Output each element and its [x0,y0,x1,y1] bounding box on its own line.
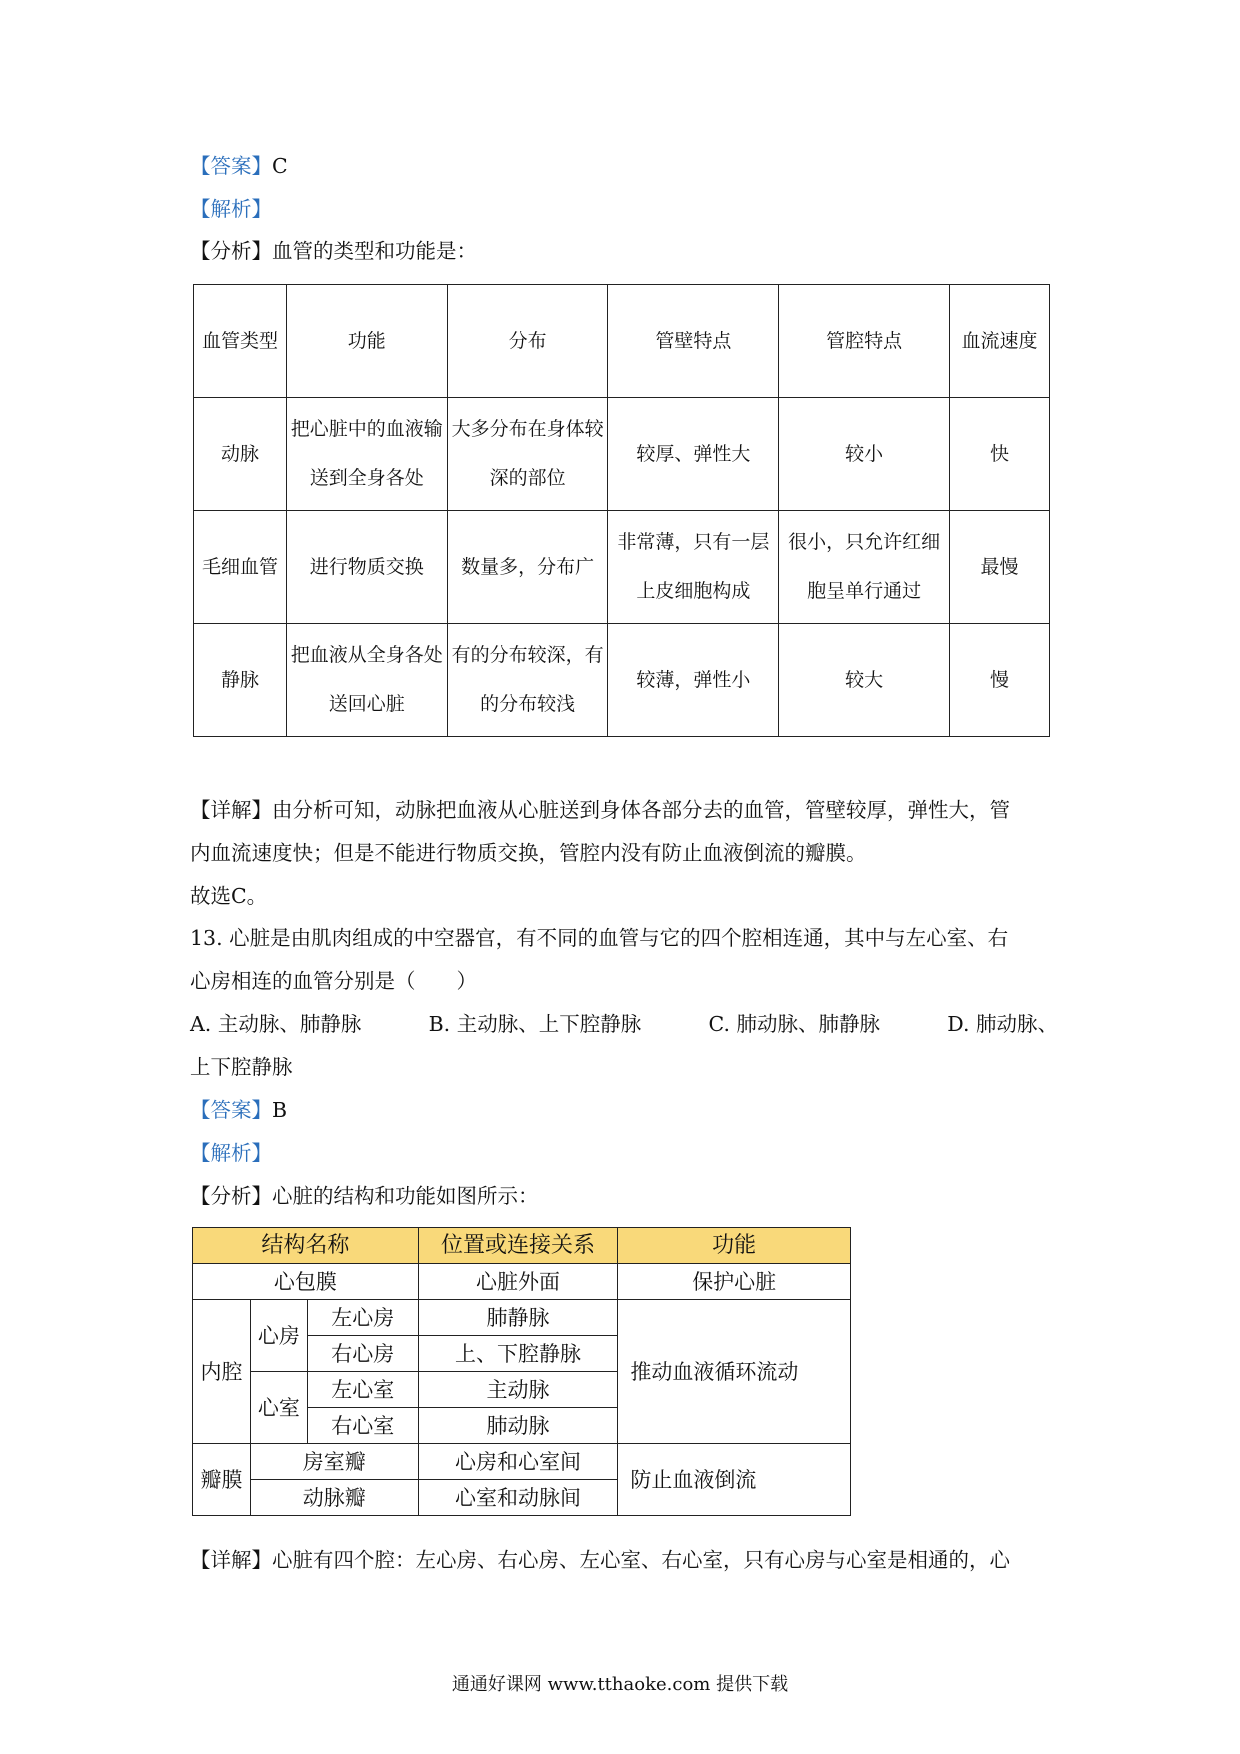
table-cell: 心包膜 [193,1264,419,1300]
fenxi-text: 心脏的结构和功能如图所示： [272,1184,539,1208]
answer-value: C [272,154,288,178]
table-cell: 把血液从全身各处送回心脏 [286,624,447,737]
table-cell: 毛细血管 [194,511,287,624]
detail-tag: 【详解】 [190,798,272,822]
table-header: 功能 [618,1228,851,1264]
answer-tag: 【答案】 [190,1098,272,1122]
table-header: 结构名称 [193,1228,419,1264]
table-row [193,1228,851,1264]
table-cell: 把心脏中的血液输送到全身各处 [286,398,447,511]
table-header: 管腔特点 [779,285,950,398]
table-cell: 静脉 [194,624,287,737]
table-header: 分布 [447,285,608,398]
table-cell: 较小 [779,398,950,511]
q13-answer-line [190,1098,287,1122]
q12-conclusion: 故选C。 [190,884,268,908]
table-cell: 非常薄，只有一层上皮细胞构成 [608,511,779,624]
heart-structure-table [192,1227,851,1516]
table-cell: 左心室 [307,1372,418,1408]
answer-tag: 【答案】 [190,154,272,178]
option-c: C. 肺动脉、肺静脉 [708,1012,880,1036]
table-cell: 动脉瓣 [250,1480,418,1516]
table-cell: 肺静脉 [418,1300,618,1336]
table-cell: 有的分布较深，有的分布较浅 [447,624,608,737]
q12-answer-line [190,154,288,178]
table-row [194,285,1050,398]
table-cell: 心室和动脉间 [418,1480,618,1516]
analysis-tag: 【解析】 [190,1141,272,1165]
q12-analysis-line [190,197,272,221]
table-cell: 较厚、弹性大 [608,398,779,511]
q12-fenxi-line [190,239,477,263]
q12-detail-line2: 内血流速度快；但是不能进行物质交换，管腔内没有防止血液倒流的瓣膜。 [190,841,867,865]
detail-text: 由分析可知，动脉把血液从心脏送到身体各部分去的血管，管壁较厚，弹性大，管 [272,798,1010,822]
q13-fenxi-line [190,1184,539,1208]
detail-text: 心脏有四个腔：左心房、右心房、左心室、右心室，只有心房与心室是相通的，心 [272,1548,1010,1572]
table-header: 管壁特点 [608,285,779,398]
table-cell: 较大 [779,624,950,737]
table-row [194,511,1050,624]
table-cell: 很小，只允许红细胞呈单行通过 [779,511,950,624]
detail-tag: 【详解】 [190,1548,272,1572]
valve-label: 瓣膜 [193,1444,251,1516]
table-header: 功能 [286,285,447,398]
vessel-table [193,284,1050,737]
q13-detail-line1 [190,1548,1010,1572]
table-cell: 快 [950,398,1050,511]
table-header: 位置或连接关系 [418,1228,618,1264]
fenxi-text: 血管的类型和功能是： [272,239,477,263]
table-header: 血流速度 [950,285,1050,398]
table-header: 血管类型 [194,285,287,398]
q13-stem-line2: 心房相连的血管分别是（ ） [190,969,477,993]
table-cell: 保护心脏 [618,1264,851,1300]
table-cell: 最慢 [950,511,1050,624]
fenxi-tag: 【分析】 [190,1184,272,1208]
table-cell: 慢 [950,624,1050,737]
table-cell: 右心房 [307,1336,418,1372]
table-cell: 动脉 [194,398,287,511]
atrium-label: 心房 [250,1300,307,1372]
ventricle-label: 心室 [250,1372,307,1444]
q13-stem-line1: 13. 心脏是由肌肉组成的中空器官，有不同的血管与它的四个腔相连通，其中与左心室、右 [190,926,1009,950]
table-cell: 左心房 [307,1300,418,1336]
table-cell: 心脏外面 [418,1264,618,1300]
table-cell: 右心室 [307,1408,418,1444]
table-cell: 房室瓣 [250,1444,418,1480]
option-a: A. 主动脉、肺静脉 [190,1012,362,1036]
table-row [194,398,1050,511]
table-cell: 推动血液循环流动 [618,1300,851,1444]
table-cell: 心房和心室间 [418,1444,618,1480]
table-cell: 肺动脉 [418,1408,618,1444]
q13-analysis-line [190,1141,272,1165]
table-cell: 大多分布在身体较深的部位 [447,398,608,511]
q13-option-d-cont: 上下腔静脉 [190,1055,293,1079]
table-row [194,624,1050,737]
table-cell: 主动脉 [418,1372,618,1408]
table-cell: 进行物质交换 [286,511,447,624]
table-cell: 防止血液倒流 [618,1444,851,1516]
table-cell: 上、下腔静脉 [418,1336,618,1372]
table-cell: 较薄，弹性小 [608,624,779,737]
table-row [193,1444,851,1480]
fenxi-tag: 【分析】 [190,239,272,263]
table-cell: 数量多，分布广 [447,511,608,624]
answer-value: B [272,1098,288,1122]
inner-cavity-label: 内腔 [193,1300,251,1444]
q13-options [190,1012,1058,1036]
analysis-tag: 【解析】 [190,197,272,221]
page-footer: 通通好课网 www.tthaoke.com 提供下载 [451,1674,789,1695]
table-row [193,1264,851,1300]
q12-detail-line1 [190,798,1010,822]
option-d: D. 肺动脉、 [947,1012,1058,1036]
table-row [193,1300,851,1336]
option-b: B. 主动脉、上下腔静脉 [428,1012,642,1036]
